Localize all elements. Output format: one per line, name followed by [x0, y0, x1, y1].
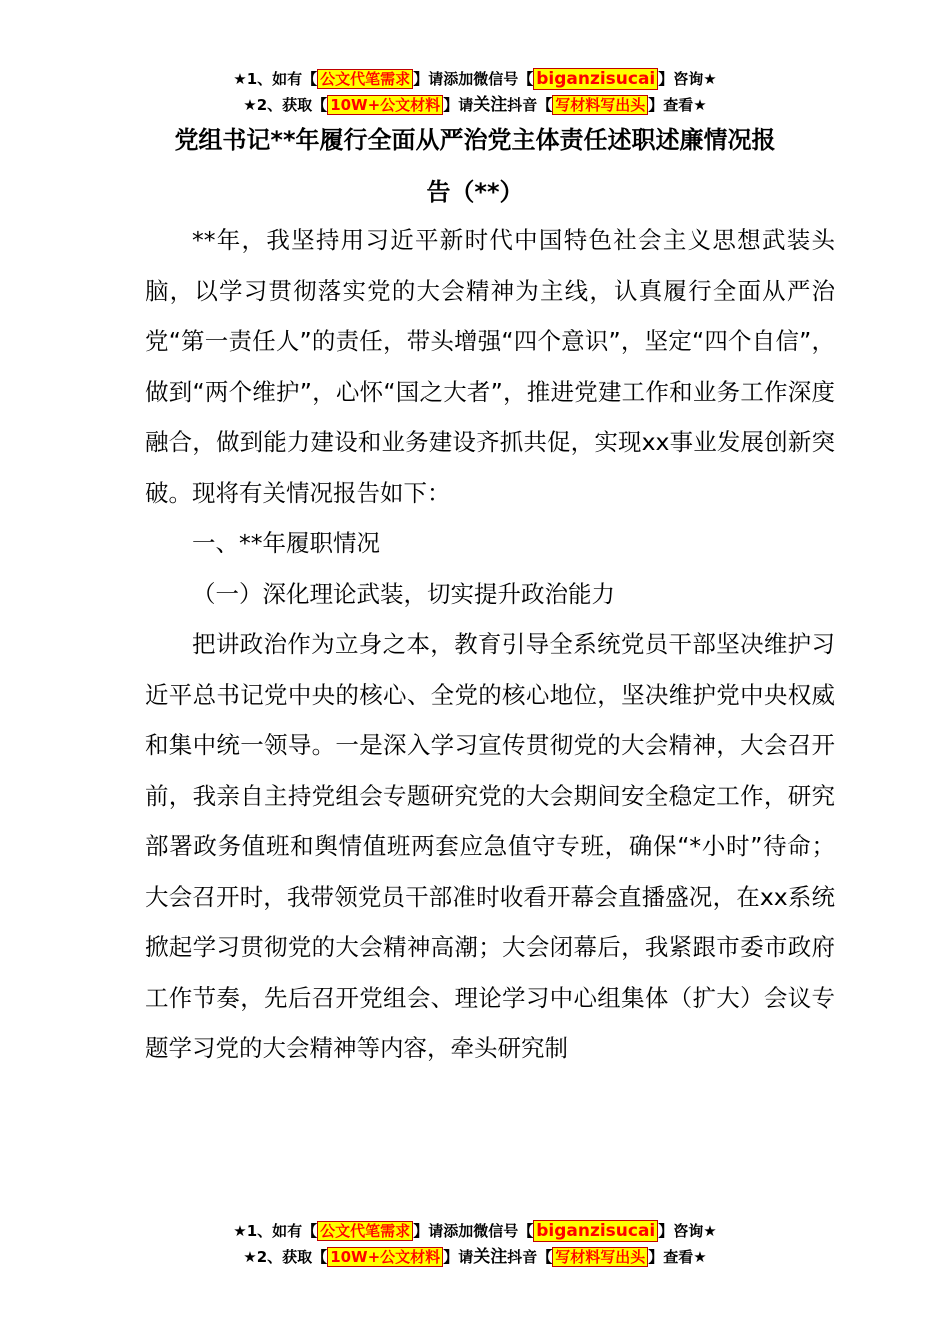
promo-text: 】请 [443, 1248, 474, 1266]
intro-paragraph: **年，我坚持用习近平新时代中国特色社会主义思想武装头脑，以学习贯彻落实党的大会精神为主线，认真履行全面从严治党“第一责任人”的责任，带头增强“四个意识”，坚定“四个自信”，做到“两个维护”，心怀“国之大者”，推进党建工作和业务工作深度融合，做到能力建设和业务建设齐抓共促，实现xx事业发展创新突破。现将有关情况报告如下： [145, 226, 835, 507]
promo-text: ★2、获取【 [243, 96, 328, 114]
document-body [145, 215, 835, 1074]
wechat-id-highlight: biganzisucai [533, 68, 658, 90]
promo-text: 】请添加微信号【 [413, 70, 534, 88]
promo-highlight: 10W+公文材料 [327, 1247, 443, 1267]
promo-text: 】查看★ [648, 96, 707, 114]
promo-text: 】查看★ [648, 1248, 707, 1266]
section-heading: 一、**年履职情况 [192, 529, 380, 557]
promo-text: 】请添加微信号【 [413, 1222, 534, 1240]
promo-highlight: 公文代笔需求 [317, 69, 413, 89]
douyin-highlight: 写材料写出头 [552, 1247, 648, 1267]
promo-line-2 [0, 1244, 950, 1270]
promo-banner-top [0, 66, 950, 118]
document-title-line-2: 告（**） [426, 178, 524, 206]
promo-line-1 [0, 1218, 950, 1244]
promo-highlight: 公文代笔需求 [317, 1221, 413, 1241]
promo-text: 】请 [443, 96, 474, 114]
promo-line-2 [0, 92, 950, 118]
document-title-line-1: 党组书记**年履行全面从严治党主体责任述职述廉情况报 [174, 126, 776, 154]
promo-emphasis: 关注 [473, 1247, 508, 1267]
promo-text: 】咨询★ [658, 1222, 717, 1240]
promo-text: 抖音【 [507, 96, 553, 114]
promo-banner-bottom [0, 1218, 950, 1270]
promo-highlight: 10W+公文材料 [327, 95, 443, 115]
wechat-id-highlight: biganzisucai [533, 1220, 658, 1242]
promo-line-1 [0, 66, 950, 92]
douyin-highlight: 写材料写出头 [552, 95, 648, 115]
promo-emphasis: 关注 [473, 95, 508, 115]
promo-text: ★1、如有【 [233, 1222, 318, 1240]
body-paragraph: 把讲政治作为立身之本，教育引导全系统党员干部坚决维护习近平总书记党中央的核心、全党的核心地位，坚决维护党中央权威和集中统一领导。一是深入学习宣传贯彻党的大会精神，大会召开前，我亲自主持党组会专题研究党的大会期间安全稳定工作，研究部署政务值班和舆情值班两套应急值守专班，确保“*小时”待命；大会召开时，我带领党员干部准时收看开幕会直播盛况，在xx系统掀起学习贯彻党的大会精神高潮；大会闭幕后，我紧跟市委市政府工作节奏，先后召开党组会、理论学习中心组集体（扩大）会议专题学习党的大会精神等内容，牵头研究制 [145, 630, 835, 1062]
promo-text: 抖音【 [507, 1248, 553, 1266]
promo-text: 】咨询★ [658, 70, 717, 88]
promo-text: ★2、获取【 [243, 1248, 328, 1266]
promo-text: ★1、如有【 [233, 70, 318, 88]
subsection-heading: （一）深化理论武装，切实提升政治能力 [192, 579, 615, 608]
